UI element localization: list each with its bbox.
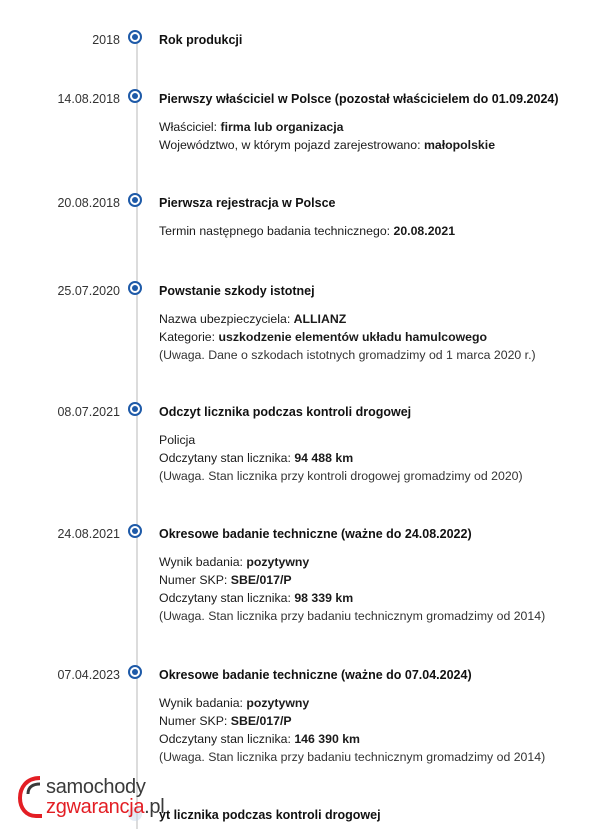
- event-title: yt licznika podczas kontroli drogowej: [159, 808, 381, 822]
- detail-value: 146 390 km: [294, 732, 360, 746]
- detail-label: Numer SKP:: [159, 714, 231, 728]
- detail-row: [159, 694, 545, 712]
- detail-row: [159, 328, 536, 346]
- detail-value: 98 339 km: [294, 591, 354, 605]
- detail-value: SBE/017/P: [230, 573, 292, 587]
- event-details: [159, 553, 545, 625]
- watermark-gwarancja: gwarancja: [55, 796, 145, 818]
- detail-row: [159, 748, 545, 766]
- event-details: [159, 118, 495, 154]
- detail-label: Województwo, w którym pojazd zarejestrowano:: [159, 138, 424, 152]
- watermark-line-2: [46, 796, 164, 819]
- detail-label: Policja: [159, 433, 196, 447]
- detail-label: Termin następnego badania technicznego:: [159, 224, 394, 238]
- detail-row: [159, 730, 545, 748]
- detail-value: ALLIANZ: [293, 312, 347, 326]
- detail-value: SBE/017/P: [230, 714, 292, 728]
- detail-value: 20.08.2021: [393, 224, 456, 238]
- detail-label: Nazwa ubezpieczyciela:: [159, 312, 294, 326]
- detail-row: [159, 222, 455, 240]
- timeline-dot: [128, 30, 142, 44]
- event-title: Powstanie szkody istotnej: [159, 284, 315, 298]
- watermark-z: z: [46, 796, 56, 818]
- timeline-dot: [128, 402, 142, 416]
- detail-row: [159, 431, 523, 449]
- detail-label: (Uwaga. Stan licznika przy kontroli drogowej gromadzimy od 2020): [159, 469, 523, 483]
- detail-label: Wynik badania:: [159, 555, 247, 569]
- event-details: [159, 694, 545, 766]
- detail-value: pozytywny: [246, 696, 310, 710]
- event-title: Pierwszy właściciel w Polsce (pozostał właścicielem do 01.09.2024): [159, 92, 559, 106]
- logo-mark-icon: [18, 774, 48, 820]
- event-date: 07.04.2023: [57, 668, 120, 682]
- detail-row: [159, 467, 523, 485]
- timeline-line: [136, 38, 138, 829]
- watermark-line-1: samochody: [46, 776, 146, 798]
- detail-row: [159, 571, 545, 589]
- detail-row: [159, 589, 545, 607]
- timeline-dot: [128, 665, 142, 679]
- event-date: 2018: [92, 33, 120, 47]
- detail-label: Wynik badania:: [159, 696, 247, 710]
- detail-row: [159, 310, 536, 328]
- event-date: 08.07.2021: [57, 405, 120, 419]
- detail-row: [159, 607, 545, 625]
- detail-label: (Uwaga. Dane o szkodach istotnych gromadzimy od 1 marca 2020 r.): [159, 348, 536, 362]
- event-title: Okresowe badanie techniczne (ważne do 07.04.2024): [159, 668, 472, 682]
- detail-value: pozytywny: [246, 555, 310, 569]
- detail-value: 94 488 km: [294, 451, 354, 465]
- timeline-dot: [128, 193, 142, 207]
- detail-label: Właściciel:: [159, 120, 221, 134]
- detail-label: (Uwaga. Stan licznika przy badaniu technicznym gromadzimy od 2014): [159, 609, 546, 623]
- event-details: [159, 310, 536, 364]
- event-details: [159, 431, 523, 485]
- event-title: Okresowe badanie techniczne (ważne do 24.08.2022): [159, 527, 472, 541]
- detail-label: Odczytany stan licznika:: [159, 591, 295, 605]
- detail-row: [159, 136, 495, 154]
- timeline-dot: [128, 89, 142, 103]
- detail-value: małopolskie: [423, 138, 496, 152]
- detail-label: Kategorie:: [159, 330, 219, 344]
- event-title: Rok produkcji: [159, 33, 243, 47]
- event-date: 25.07.2020: [57, 284, 120, 298]
- detail-value: firma lub organizacja: [220, 120, 344, 134]
- detail-row: [159, 118, 495, 136]
- event-title: Odczyt licznika podczas kontroli drogowej: [159, 405, 412, 419]
- detail-row: [159, 346, 536, 364]
- event-date: 14.08.2018: [57, 92, 120, 106]
- detail-label: Numer SKP:: [159, 573, 231, 587]
- event-details: [159, 222, 455, 240]
- detail-value: uszkodzenie elementów układu hamulcowego: [218, 330, 488, 344]
- watermark-domain: .pl: [144, 796, 165, 818]
- detail-row: [159, 449, 523, 467]
- watermark-logo: [18, 772, 178, 829]
- detail-label: Odczytany stan licznika:: [159, 732, 295, 746]
- detail-label: (Uwaga. Stan licznika przy badaniu technicznym gromadzimy od 2014): [159, 750, 546, 764]
- detail-row: [159, 553, 545, 571]
- timeline-dot: [128, 524, 142, 538]
- detail-row: [159, 712, 545, 730]
- event-title: Pierwsza rejestracja w Polsce: [159, 196, 336, 210]
- event-date: 24.08.2021: [57, 527, 120, 541]
- event-date: 20.08.2018: [57, 196, 120, 210]
- timeline-dot: [128, 281, 142, 295]
- detail-label: Odczytany stan licznika:: [159, 451, 295, 465]
